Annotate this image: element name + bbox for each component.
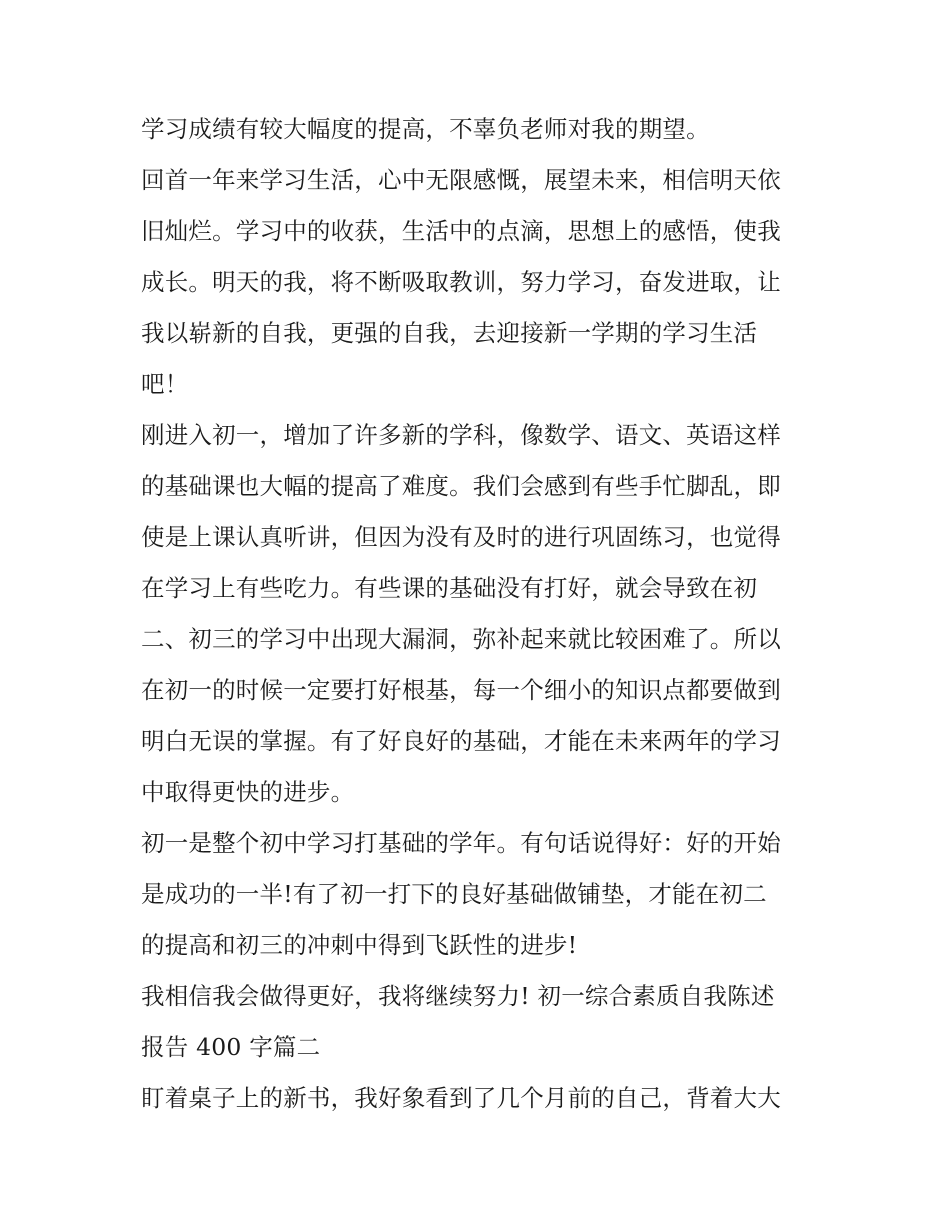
- text-line: 使是上课认真听讲，但因为没有及时的进行巩固练习，也觉得: [141, 523, 781, 551]
- text-line: 学习成绩有较大幅度的提高，不辜负老师对我的期望。: [141, 115, 710, 143]
- text-line: 是成功的一半!有了初一打下的良好基础做铺垫，才能在初二: [141, 880, 767, 908]
- text-line: 回首一年来学习生活，心中无限感慨，展望未来，相信明天依: [141, 166, 781, 194]
- text-line: 旧灿烂。学习中的收获，生活中的点滴，思想上的感悟，使我: [141, 217, 781, 245]
- text-line: 我相信我会做得更好，我将继续努力! 初一综合素质自我陈述: [141, 982, 775, 1010]
- document-body: [141, 104, 821, 1124]
- text-line: 二、初三的学习中出现大漏洞，弥补起来就比较困难了。所以: [141, 625, 781, 653]
- text-line: 在初一的时候一定要打好根基，每一个细小的知识点都要做到: [141, 676, 781, 704]
- text-line: 盯着桌子上的新书，我好象看到了几个月前的自己，背着大大: [141, 1084, 781, 1112]
- text-line: 的基础课也大幅的提高了难度。我们会感到有些手忙脚乱，即: [141, 472, 781, 500]
- text-line: 报告 400 字篇二: [141, 1033, 321, 1061]
- text-line: 的提高和初三的冲刺中得到飞跃性的进步!: [141, 931, 578, 959]
- text-line: 在学习上有些吃力。有些课的基础没有打好，就会导致在初: [141, 574, 758, 602]
- text-line: 吧！: [141, 370, 189, 398]
- text-line: 明白无误的掌握。有了好良好的基础，才能在未来两年的学习: [141, 727, 781, 755]
- text-line: 初一是整个初中学习打基础的学年。有句话说得好：好的开始: [141, 829, 781, 857]
- text-line: 中取得更快的进步。: [141, 778, 355, 806]
- text-line: 刚进入初一，增加了许多新的学科，像数学、语文、英语这样: [141, 421, 781, 449]
- text-line: 我以崭新的自我，更强的自我，去迎接新一学期的学习生活: [141, 319, 758, 347]
- text-line: 成长。明天的我，将不断吸取教训，努力学习，奋发进取，让: [141, 268, 781, 296]
